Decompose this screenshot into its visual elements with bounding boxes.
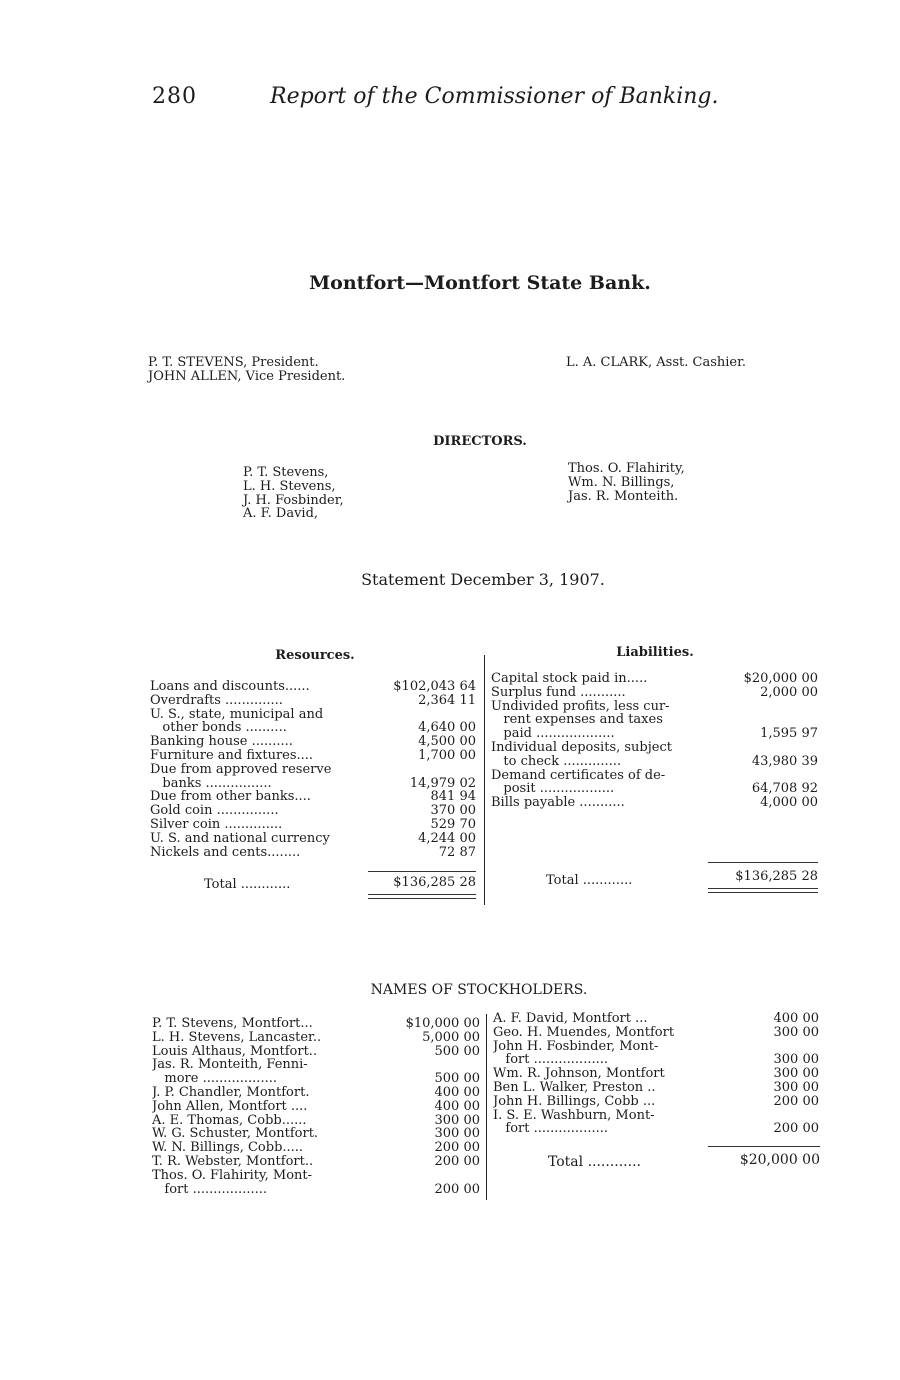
row-label: Undivided profits, less cur- [491, 699, 670, 714]
stockholder-name: T. R. Webster, Montfort.. [152, 1154, 314, 1169]
table-row [150, 749, 476, 763]
stockholder-amount: 300 00 [773, 1066, 819, 1082]
running-title: Report of the Commissioner of Banking. [270, 84, 719, 109]
stockholder-amount: 200 00 [773, 1093, 819, 1109]
resources-table [150, 680, 476, 859]
column-divider [486, 1014, 487, 1200]
stockholder-name: fort .................. [493, 1122, 608, 1137]
row-label: Furniture and fixtures.... [150, 748, 314, 763]
row-amount: 4,000 00 [760, 795, 818, 811]
stockholder-amount: 500 00 [434, 1071, 480, 1087]
row-label: U. S. and national currency [150, 831, 330, 846]
row-label: Surplus fund ........... [491, 685, 626, 700]
row-label: Loans and discounts...... [150, 680, 310, 694]
stockholder-amount: 200 00 [434, 1181, 480, 1197]
stockholder-name: J. P. Chandler, Montfort. [152, 1085, 310, 1100]
statement-date: Statement December 3, 1907. [361, 570, 605, 589]
row-amount: $102,043 64 [393, 679, 476, 694]
row-label: U. S., state, municipal and [150, 707, 324, 722]
row-label: other bonds .......... [150, 721, 287, 736]
stockholder-amount: 500 00 [434, 1043, 480, 1059]
row-amount: 529 70 [430, 816, 476, 832]
table-row [150, 680, 476, 694]
table-row [493, 1067, 819, 1081]
stockholder-name: W. N. Billings, Cobb..... [152, 1141, 304, 1155]
director-name: L. H. Stevens, [243, 478, 336, 494]
table-row [150, 832, 476, 846]
liabilities-total: $136,285 28 [735, 869, 818, 884]
row-label: Due from approved reserve [150, 762, 332, 777]
liabilities-table [491, 672, 818, 810]
stockholder-name: John Allen, Montfort .... [152, 1099, 308, 1114]
directors-heading: DIRECTORS. [433, 434, 527, 449]
stockholder-name: fort .................. [152, 1182, 267, 1197]
stockholder-amount: 400 00 [434, 1084, 480, 1100]
subtotal-rule [368, 871, 476, 872]
row-amount: 4,244 00 [418, 830, 476, 846]
table-row [152, 1183, 480, 1197]
stockholders-left-table [152, 1017, 480, 1196]
table-row [493, 1109, 819, 1123]
officer-president: P. T. STEVENS, President. [148, 355, 319, 370]
table-row [152, 1045, 480, 1059]
row-label: Gold coin ............... [150, 804, 279, 818]
row-label: Demand certificates of de- [491, 768, 666, 783]
director-name: A. F. David, [243, 506, 319, 522]
row-label: Silver coin .............. [150, 817, 283, 832]
stockholder-name: I. S. E. Washburn, Mont- [493, 1108, 655, 1123]
column-divider [484, 655, 485, 905]
stockholder-name: more .................. [152, 1072, 277, 1086]
row-amount: 64,708 92 [751, 781, 818, 797]
row-amount: 4,500 00 [418, 734, 476, 750]
liabilities-heading: Liabilities. [616, 645, 694, 660]
stockholder-name: John H. Fosbinder, Mont- [493, 1039, 659, 1054]
table-row [491, 686, 818, 700]
table-row [150, 708, 476, 722]
table-row [152, 1100, 480, 1114]
total-double-rule [368, 894, 476, 899]
row-amount: 43,980 39 [751, 753, 818, 769]
row-amount: 72 87 [438, 844, 476, 860]
stockholder-name: Thos. O. Flahirity, Mont- [152, 1168, 313, 1183]
stockholder-amount: 400 00 [773, 1011, 819, 1026]
stockholders-total: $20,000 00 [739, 1152, 820, 1168]
table-row [152, 1114, 480, 1128]
stockholder-name: Ben L. Walker, Preston .. [493, 1080, 656, 1095]
stockholder-amount: 300 00 [773, 1052, 819, 1068]
stockholder-name: Louis Althaus, Montfort.. [152, 1044, 318, 1059]
table-row [152, 1031, 480, 1045]
stockholder-amount: 300 00 [773, 1024, 819, 1040]
table-row [491, 713, 818, 727]
table-row [152, 1169, 480, 1183]
table-row [150, 790, 476, 804]
table-row [491, 727, 818, 741]
row-label: paid ................... [491, 727, 615, 741]
resources-total-label: Total ............ [204, 877, 291, 892]
total-double-rule [708, 888, 818, 893]
row-amount: 2,000 00 [760, 684, 818, 700]
stockholder-amount: 300 00 [773, 1079, 819, 1095]
table-row [491, 796, 818, 810]
table-row [150, 777, 476, 791]
director-name: J. H. Fosbinder, [243, 492, 344, 508]
stockholder-name: fort .................. [493, 1053, 608, 1068]
table-row [493, 1012, 819, 1026]
table-row [493, 1081, 819, 1095]
table-row [150, 818, 476, 832]
row-amount: 4,640 00 [418, 720, 476, 736]
row-label: to check .............. [491, 754, 622, 769]
row-amount: 2,364 11 [418, 692, 476, 708]
row-amount: 1,700 00 [418, 747, 476, 763]
stockholder-name: A. F. David, Montfort ... [493, 1012, 648, 1026]
director-name: Thos. O. Flahirity, [568, 461, 685, 476]
row-label: Overdrafts .............. [150, 693, 283, 708]
row-amount: $20,000 00 [743, 671, 818, 686]
table-row [150, 721, 476, 735]
table-row [493, 1026, 819, 1040]
table-row [150, 846, 476, 860]
table-row [491, 782, 818, 796]
stockholder-amount: 300 00 [434, 1112, 480, 1128]
stockholder-name: L. H. Stevens, Lancaster.. [152, 1030, 322, 1045]
stockholder-name: W. G. Schuster, Montfort. [152, 1127, 319, 1142]
table-row [152, 1017, 480, 1031]
stockholder-amount: 200 00 [434, 1140, 480, 1156]
row-label: Individual deposits, subject [491, 740, 672, 755]
table-row [491, 741, 818, 755]
stockholder-name: A. E. Thomas, Cobb...... [152, 1113, 307, 1128]
row-label: posit .................. [491, 782, 615, 797]
page-number: 280 [152, 84, 197, 109]
table-row [493, 1040, 819, 1054]
table-row [152, 1086, 480, 1100]
table-row [150, 694, 476, 708]
row-label: rent expenses and taxes [491, 713, 663, 728]
director-name: Wm. N. Billings, [568, 474, 675, 490]
stockholders-total-label: Total ............ [548, 1154, 641, 1170]
stockholder-amount: $10,000 00 [405, 1016, 480, 1031]
stockholder-amount: 200 00 [773, 1121, 819, 1137]
row-amount: 370 00 [430, 803, 476, 819]
directors-right-list [568, 462, 685, 503]
table-row [152, 1127, 480, 1141]
row-label: Capital stock paid in..... [491, 672, 648, 686]
table-row [491, 769, 818, 783]
row-amount: 14,979 02 [409, 775, 476, 791]
row-label: Due from other banks.... [150, 790, 311, 805]
stockholders-right-table [493, 1012, 819, 1136]
table-row [150, 763, 476, 777]
table-row [152, 1155, 480, 1169]
liabilities-total-label: Total ............ [546, 873, 633, 888]
table-row [150, 804, 476, 818]
table-row [152, 1058, 480, 1072]
row-amount: 841 94 [430, 789, 476, 805]
stockholders-heading: NAMES OF STOCKHOLDERS. [370, 982, 588, 998]
table-row [493, 1095, 819, 1109]
directors-left-list [243, 466, 344, 521]
table-row [491, 755, 818, 769]
row-label: Banking house .......... [150, 735, 293, 749]
officers-left [148, 356, 345, 384]
row-label: Nickels and cents........ [150, 845, 301, 860]
officer-vice-president: JOHN ALLEN, Vice President. [148, 369, 346, 384]
resources-total: $136,285 28 [393, 875, 476, 890]
stockholder-amount: 5,000 00 [422, 1029, 480, 1045]
subtotal-rule [708, 1146, 820, 1147]
table-row [491, 700, 818, 714]
row-label: banks ................ [150, 776, 272, 791]
table-row [152, 1072, 480, 1086]
table-row [493, 1122, 819, 1136]
director-name: Jas. R. Monteith. [568, 488, 679, 504]
stockholder-name: Jas. R. Monteith, Fenni- [152, 1058, 308, 1073]
table-row [491, 672, 818, 686]
resources-heading: Resources. [275, 648, 355, 663]
stockholder-name: P. T. Stevens, Montfort... [152, 1017, 313, 1031]
table-row [152, 1141, 480, 1155]
table-row [150, 735, 476, 749]
director-name: P. T. Stevens, [243, 465, 329, 480]
officer-asst-cashier: L. A. CLARK, Asst. Cashier. [566, 355, 747, 370]
row-label: Bills payable ........... [491, 796, 625, 810]
stockholder-name: John H. Billings, Cobb ... [493, 1094, 656, 1109]
subtotal-rule [708, 862, 818, 863]
row-amount: 1,595 97 [760, 726, 818, 742]
bank-title: Montfort—Montfort State Bank. [309, 272, 651, 294]
stockholder-amount: 200 00 [434, 1153, 480, 1169]
stockholder-name: Geo. H. Muendes, Montfort [493, 1025, 675, 1040]
stockholder-name: Wm. R. Johnson, Montfort [493, 1067, 665, 1081]
table-row [493, 1053, 819, 1067]
stockholder-amount: 400 00 [434, 1098, 480, 1114]
stockholder-amount: 300 00 [434, 1126, 480, 1142]
